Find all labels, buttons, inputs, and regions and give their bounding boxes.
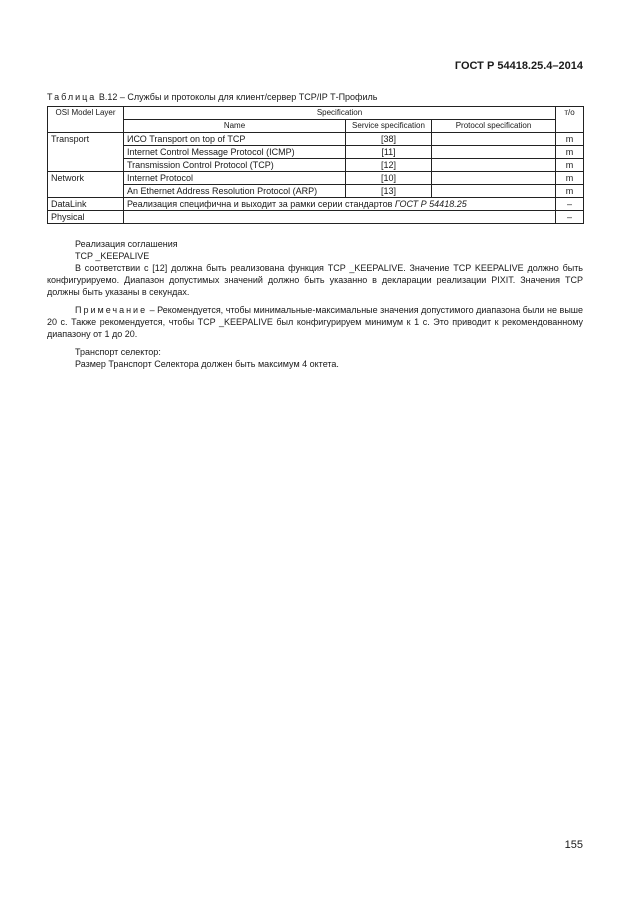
header-layer: OSI Model Layer bbox=[48, 107, 124, 133]
agreement-title: Реализация соглашения bbox=[75, 239, 178, 249]
table-subheader-row bbox=[48, 120, 584, 133]
transport-text: Размер Транспорт Селектора должен быть максимум 4 октета. bbox=[75, 359, 339, 369]
status-cell: m bbox=[556, 133, 584, 146]
physical-text-cell bbox=[124, 211, 556, 224]
table-row bbox=[48, 172, 584, 185]
protocol-cell bbox=[432, 146, 556, 159]
layer-cell: DataLink bbox=[48, 198, 124, 211]
body-section bbox=[47, 238, 583, 370]
keepalive-label: TCP _KEEPALIVE bbox=[75, 251, 150, 261]
datalink-text-cell bbox=[124, 198, 556, 211]
note-label: Примечание bbox=[75, 305, 148, 315]
table-caption-text: В.12 – Службы и протоколы для клиент/сервер TCP/IP Т-Профиль bbox=[98, 92, 378, 102]
table-caption bbox=[47, 92, 377, 102]
table-row bbox=[48, 185, 584, 198]
status-cell: – bbox=[556, 198, 584, 211]
header-status: т/о bbox=[556, 107, 584, 133]
protocol-cell bbox=[432, 185, 556, 198]
header-name: Name bbox=[124, 120, 346, 133]
layer-cell: Network bbox=[48, 172, 124, 198]
service-cell: [13] bbox=[346, 185, 432, 198]
status-cell: m bbox=[556, 159, 584, 172]
protocol-cell bbox=[432, 159, 556, 172]
status-cell: m bbox=[556, 146, 584, 159]
document-header: ГОСТ Р 54418.25.4–2014 bbox=[454, 60, 583, 72]
service-cell: [10] bbox=[346, 172, 432, 185]
name-cell: Internet Protocol bbox=[124, 172, 346, 185]
protocol-cell bbox=[432, 172, 556, 185]
table-row bbox=[48, 159, 584, 172]
table-header-row bbox=[48, 107, 584, 120]
table-row bbox=[48, 198, 584, 211]
note-paragraph bbox=[47, 304, 583, 340]
table-row bbox=[48, 133, 584, 146]
name-cell: Internet Control Message Protocol (ICMP) bbox=[124, 146, 346, 159]
protocols-table bbox=[47, 106, 584, 224]
page-number: 155 bbox=[564, 839, 583, 851]
protocol-cell bbox=[432, 133, 556, 146]
service-cell: [11] bbox=[346, 146, 432, 159]
keepalive-paragraph: В соответствии с [12] должна быть реализована функция TCP _KEEPALIVE. Значение TCP KEEPALIVE должно быть конфигурируемо. Диапазон допустимых значений должно быть указанно в декларации реализации PIXIT. Значения TCP должны быть указаны в секундах. bbox=[47, 263, 583, 297]
name-cell: Transmission Control Protocol (TCP) bbox=[124, 159, 346, 172]
note-text: – Рекомендуется, чтобы минимальные-максимальные значения допустимого диапазона были не выше 20 с. Также рекомендуется, чтобы TCP _KEEPALIVE был конфигурируем минимум к 1 с. Это приводит к рекомендованному диапазону от 1 до 20. bbox=[47, 305, 584, 339]
datalink-ref: ГОСТ Р 54418.25 bbox=[394, 199, 467, 209]
status-cell: m bbox=[556, 172, 584, 185]
table-row bbox=[48, 146, 584, 159]
header-protocol: Protocol specification bbox=[432, 120, 556, 133]
header-specification: Specification bbox=[124, 107, 556, 120]
status-cell: m bbox=[556, 185, 584, 198]
name-cell: ИСО Transport on top of TCP bbox=[124, 133, 346, 146]
layer-cell: Transport bbox=[48, 133, 124, 172]
layer-cell: Physical bbox=[48, 211, 124, 224]
header-service: Service specification bbox=[346, 120, 432, 133]
table-caption-label: Таблица bbox=[47, 92, 97, 102]
table-row bbox=[48, 211, 584, 224]
transport-title: Транспорт селектор: bbox=[75, 347, 161, 357]
service-cell: [12] bbox=[346, 159, 432, 172]
service-cell: [38] bbox=[346, 133, 432, 146]
name-cell: An Ethernet Address Resolution Protocol (ARP) bbox=[124, 185, 346, 198]
datalink-text: Реализация специфична и выходит за рамки серии стандартов bbox=[127, 199, 393, 209]
status-cell: – bbox=[556, 211, 584, 224]
